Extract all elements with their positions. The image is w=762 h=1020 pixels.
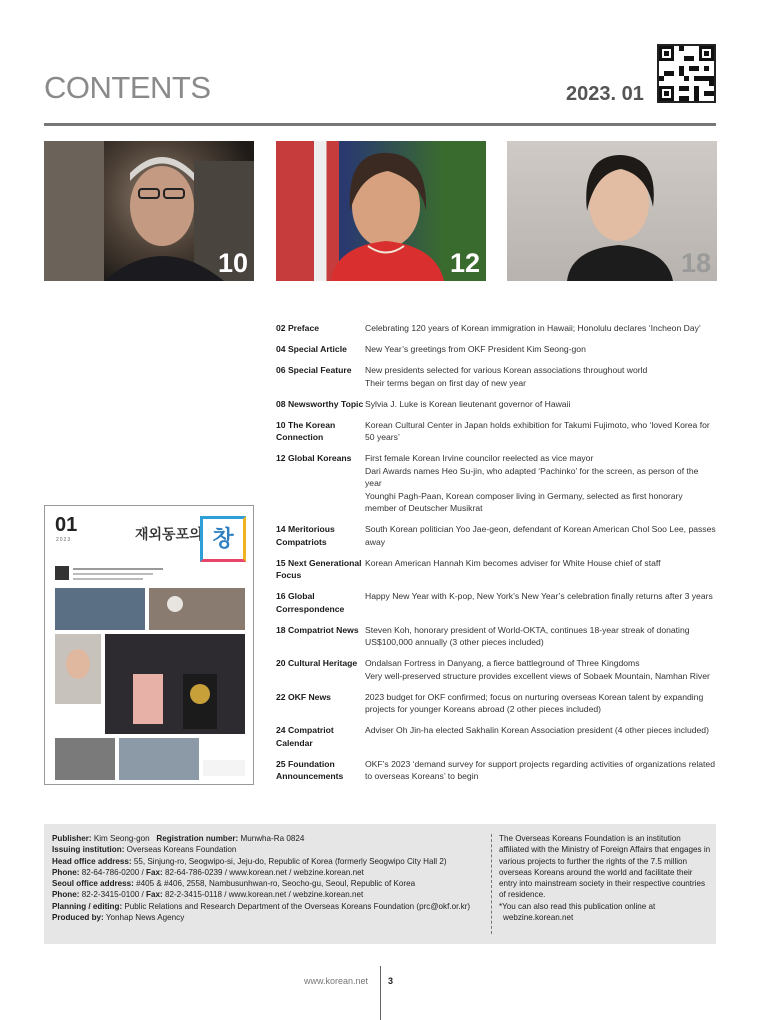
toc-entry[interactable] — [276, 691, 716, 716]
toc-description — [365, 322, 716, 335]
cover-chang-mark — [200, 516, 246, 562]
cover-photo-collage — [45, 564, 254, 784]
seoul-office-label: Seoul office address: — [52, 879, 134, 889]
toc-description — [365, 758, 716, 783]
online-url[interactable]: webzine.korean.net — [503, 913, 574, 923]
planning-value: Public Relations and Research Department of the Overseas Koreans Foundation (prc@okf.or.kr) — [124, 901, 471, 911]
publication-info — [44, 824, 716, 944]
toc-entry[interactable] — [276, 419, 716, 444]
toc-description — [365, 452, 716, 515]
toc-section: 04 Special Article — [276, 344, 347, 354]
toc-line: Dari Awards names Heo Su-jin, who adapted ‘Pachinko’ for the screen, as person of the year — [365, 465, 699, 488]
toc-entry[interactable] — [276, 523, 716, 548]
produced-value: Yonhap News Agency — [105, 913, 185, 923]
toc-line: 2023 budget for OKF confirmed; focus on nurturing overseas Korean talent by expanding projects for younger Koreans abroad (2 other pieces included) — [365, 691, 704, 714]
toc-section: 24 Compatriot Calendar — [276, 725, 334, 748]
foundation-about — [499, 833, 711, 923]
footer-divider — [491, 834, 492, 934]
issuing-label: Issuing institution: — [52, 845, 125, 855]
toc-line: Adviser Oh Jin-ha elected Sakhalin Korean Association president (4 other pieces included) — [365, 725, 709, 735]
toc-section: 08 Newsworthy Topic — [276, 398, 364, 409]
toc-section: 16 Global Correspondence — [276, 591, 345, 614]
qr-code-icon[interactable] — [657, 44, 716, 103]
toc-entry[interactable] — [276, 657, 716, 682]
seoul-fax-value: 82-2-3415-0118 / www.korean.net / webzine.korean.net — [164, 890, 364, 900]
page-number-label: 18 — [680, 248, 711, 278]
publisher-label: Publisher: — [52, 834, 92, 843]
toc-line: Korean Cultural Center in Japan holds exhibition for Takumi Fujimoto, who ‘loved Korea for 50 years’ — [365, 419, 710, 442]
registration-label: Registration number: — [156, 834, 239, 843]
toc-line: Celebrating 120 years of Korean immigration in Hawaii; Honolulu declares ‘Incheon Day’ — [365, 323, 701, 333]
issuing-value: Overseas Koreans Foundation — [126, 845, 237, 855]
about-text: The Overseas Koreans Foundation is an institution affiliated with the Ministry of Foreign Affairs that engages in various projects to further the rights of the 7.5 million overseas Koreans around the world and facilitate their entry into mainstream society in their respective countries of residence. — [499, 834, 711, 900]
toc-entry[interactable] — [276, 398, 716, 411]
head-office-label: Head office address: — [52, 856, 132, 866]
toc-description — [365, 724, 716, 749]
toc-section: 18 Compatriot News — [276, 624, 359, 635]
publisher-details: Publisher: Kim Seong-gon Registration number: Munwha-Ra 0824 Issuing institution: Overseas Koreans Foundation Head office address: 55, Sinjung-ro, Seogwipo-si, Jeju-do, Republic of Korea (formerly Seogwipo City Hall 2) Phone: 82-64-786-0200 / Fax: 82-64-786-0239 / www.korean.net / webzine.korean.net Seoul office address: #405 & #406, 2558, Nambusunhwan-ro, Seocho-gu, Seoul, Republic of Korea Phone: 82-2-3415-0100 / Fax: 82-2-3415-0118 / www.korean.net / webzine.korean.net Planning / editing: Public Relations and Research Department of the Overseas Koreans Foundation (prc@okf.or.kr) Produced by: Yonhap News Agency — [52, 834, 471, 923]
toc-section: 02 Preface — [276, 323, 320, 333]
page-title: CONTENTS — [44, 70, 211, 105]
toc-entry[interactable] — [276, 364, 716, 389]
toc-section: 14 Meritorious Compatriots — [276, 524, 335, 547]
toc-description — [365, 364, 716, 389]
header-rule — [44, 123, 716, 126]
toc-section: 15 Next Generational Focus — [276, 557, 362, 580]
toc-section: 22 OKF News — [276, 691, 331, 702]
page-separator — [380, 966, 381, 1020]
toc-entry[interactable] — [276, 724, 716, 749]
toc-line: First female Korean Irvine councilor reelected as vice mayor — [365, 453, 594, 463]
page-number: 3 — [388, 976, 394, 986]
online-note: *You can also read this publication online at — [499, 901, 656, 911]
toc-description — [365, 419, 716, 444]
magazine-cover[interactable] — [44, 505, 254, 785]
toc-description — [365, 590, 716, 615]
toc-section: 06 Special Feature — [276, 365, 352, 375]
toc-line: Very well-preserved structure provides excellent views of Sobaek Mountain, Namhan River — [365, 670, 710, 681]
toc-line: Korean American Hannah Kim becomes adviser for White House chief of staff — [365, 557, 661, 568]
toc-line: New Year’s greetings from OKF President Kim Seong-gon — [365, 344, 586, 354]
cover-year: 2023 — [56, 537, 72, 543]
toc-description — [365, 624, 716, 649]
phone-label: Phone: — [52, 890, 80, 900]
toc-line: Happy New Year with K-pop, New York’s New Year’s celebration finally returns after 3 years — [365, 591, 713, 601]
toc-description — [365, 557, 716, 582]
toc-section: 25 Foundation Announcements — [276, 758, 344, 781]
toc-entry[interactable] — [276, 557, 716, 582]
toc-section: 12 Global Koreans — [276, 453, 352, 463]
toc-line: Younghi Pagh-Paan, Korean composer living in Germany, selected as first honorary member of Deutscher Musikrat — [365, 490, 683, 513]
toc-entry[interactable] — [276, 343, 716, 356]
head-fax-value: 82-64-786-0239 / www.korean.net / webzine.korean.net — [164, 867, 364, 877]
produced-label: Produced by: — [52, 913, 104, 923]
toc-entry[interactable] — [276, 452, 716, 515]
page-number-label: 12 — [449, 248, 480, 278]
toc-line: New presidents selected for various Korean associations throughout world — [365, 365, 648, 375]
fax-label: Fax: — [146, 867, 163, 877]
toc-line: South Korean politician Yoo Jae-geon, defendant of Korean American Chol Soo Lee, passes away — [365, 524, 716, 547]
toc-description — [365, 343, 716, 356]
toc-line: Ondalsan Fortress in Danyang, a fierce battleground of Three Kingdoms — [365, 658, 640, 668]
footer-url[interactable]: www.korean.net — [304, 976, 369, 986]
page-number-label: 10 — [217, 248, 248, 278]
head-phone-value: 82-64-786-0200 — [81, 867, 140, 877]
toc-line: Sylvia J. Luke is Korean lieutenant governor of Hawaii — [365, 398, 571, 409]
table-of-contents — [276, 322, 716, 791]
head-office-value: 55, Sinjung-ro, Seogwipo-si, Jeju-do, Republic of Korea (formerly Seogwipo City Hall 2) — [133, 856, 447, 866]
toc-entry[interactable] — [276, 624, 716, 649]
cover-logo: 재외동포의 — [135, 526, 203, 542]
toc-entry[interactable] — [276, 758, 716, 783]
toc-entry[interactable] — [276, 322, 716, 335]
photo-page-10[interactable] — [44, 141, 254, 281]
seoul-phone-value: 82-2-3415-0100 — [81, 890, 140, 900]
toc-section: 20 Cultural Heritage — [276, 658, 358, 668]
publisher-value: Kim Seong-gon — [93, 834, 150, 843]
phone-label: Phone: — [52, 867, 80, 877]
toc-line: Steven Koh, honorary president of World-OKTA, continues 18-year streak of donating US$100,000 annually (3 other pieces included) — [365, 624, 690, 647]
toc-description — [365, 657, 716, 682]
toc-section: 10 The Korean Connection — [276, 419, 336, 442]
photo-page-18[interactable] — [507, 141, 717, 281]
photo-page-12[interactable] — [276, 141, 486, 281]
issue-date: 2023. 01 — [566, 83, 644, 105]
cover-issue-number: 01 — [55, 514, 78, 536]
seoul-office-value: #405 & #406, 2558, Nambusunhwan-ro, Seocho-gu, Seoul, Republic of Korea — [136, 879, 416, 889]
fax-label: Fax: — [146, 890, 163, 900]
toc-entry[interactable] — [276, 590, 716, 615]
toc-line: Their terms began on first day of new year — [365, 377, 526, 388]
cover-chang-text: 창 — [212, 526, 234, 551]
toc-description — [365, 691, 716, 716]
toc-line: OKF’s 2023 ‘demand survey for support projects regarding activities of organizations related to overseas Koreans’ to begin — [365, 758, 715, 781]
toc-description — [365, 523, 716, 548]
toc-description — [365, 398, 716, 411]
registration-value: Munwha-Ra 0824 — [240, 834, 305, 843]
planning-label: Planning / editing: — [52, 901, 123, 911]
